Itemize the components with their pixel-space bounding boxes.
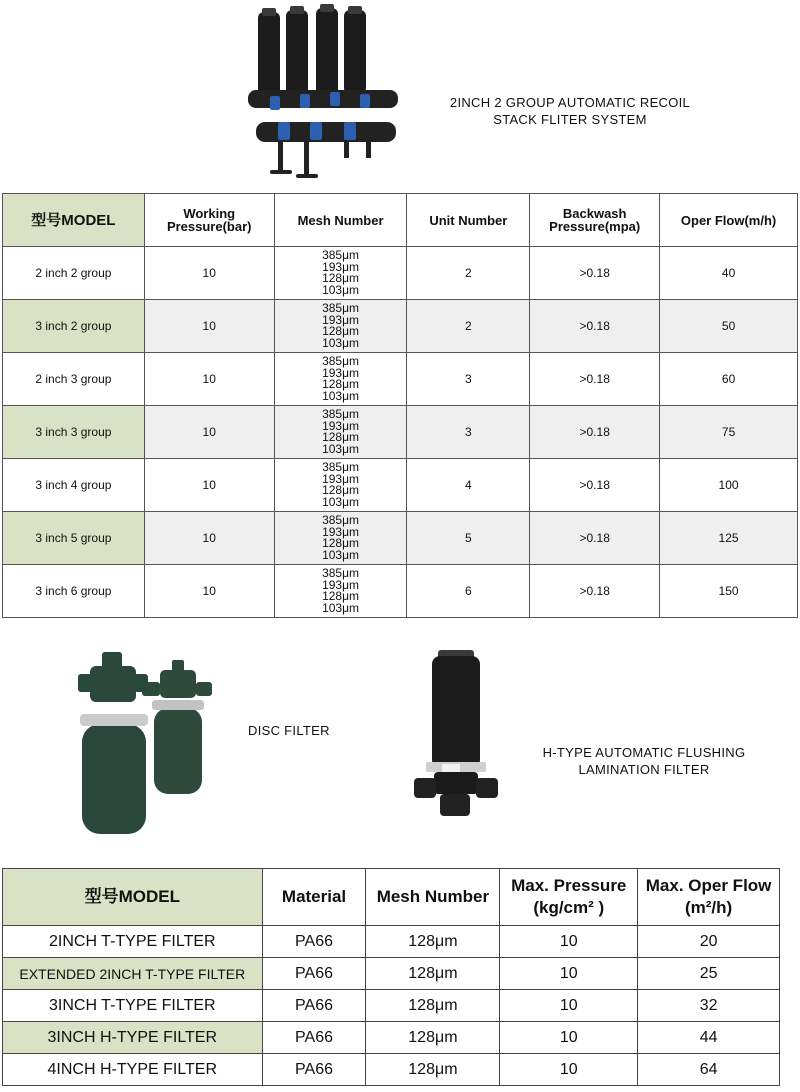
row-model: 3INCH H-TYPE FILTER bbox=[3, 1022, 263, 1054]
row-material: PA66 bbox=[262, 1022, 366, 1054]
row-model: 3 inch 6 group bbox=[3, 565, 145, 618]
mesh-value: 128μm bbox=[322, 589, 360, 603]
row-unit-number: 4 bbox=[407, 459, 530, 512]
htype-caption-line2: LAMINATION FILTER bbox=[578, 762, 710, 777]
table-row bbox=[3, 512, 798, 565]
header-wp-line2: Pressure(bar) bbox=[166, 219, 252, 234]
mesh-value: 385μm bbox=[322, 566, 360, 580]
header-max-pressure-unit: (kg/cm² ) bbox=[533, 898, 605, 917]
row-max-pressure: 10 bbox=[500, 990, 638, 1022]
row-working-pressure: 10 bbox=[144, 459, 274, 512]
table-header-row bbox=[3, 869, 780, 926]
row-mesh-number: 128μm bbox=[366, 926, 500, 958]
row-max-oper-flow: 44 bbox=[638, 1022, 780, 1054]
table-row bbox=[3, 300, 798, 353]
row-mesh-number bbox=[274, 512, 407, 565]
row-working-pressure: 10 bbox=[144, 406, 274, 459]
header-wp-line1: Working bbox=[183, 206, 236, 221]
mesh-value: 193μm bbox=[322, 471, 360, 486]
mesh-value: 193μm bbox=[322, 259, 360, 274]
mesh-value: 103μm bbox=[322, 600, 360, 615]
row-material: PA66 bbox=[262, 926, 366, 958]
header-mesh-number: Mesh Number bbox=[274, 194, 407, 247]
disc-filter-caption: DISC FILTER bbox=[248, 723, 330, 738]
row-backwash-pressure: >0.18 bbox=[530, 512, 660, 565]
header-max-oper-flow bbox=[638, 869, 780, 926]
header-bw-line1: Backwash bbox=[562, 206, 627, 221]
mesh-value: 128μm bbox=[322, 377, 360, 391]
row-max-oper-flow: 20 bbox=[638, 926, 780, 958]
system-spec-table bbox=[2, 193, 798, 618]
row-model: 4INCH H-TYPE FILTER bbox=[3, 1054, 263, 1086]
header-working-pressure bbox=[144, 194, 274, 247]
mesh-value: 128μm bbox=[322, 324, 360, 338]
table-row bbox=[3, 1022, 780, 1054]
row-mesh-number: 128μm bbox=[366, 990, 500, 1022]
row-max-pressure: 10 bbox=[500, 926, 638, 958]
row-model: 3 inch 4 group bbox=[3, 459, 145, 512]
header-max-oper-flow-label: Max. Oper Flow bbox=[645, 876, 772, 895]
mesh-value: 103μm bbox=[322, 335, 360, 350]
mesh-value: 193μm bbox=[322, 577, 360, 592]
mesh-value: 128μm bbox=[322, 536, 360, 550]
mesh-value: 193μm bbox=[322, 524, 360, 539]
row-backwash-pressure: >0.18 bbox=[530, 565, 660, 618]
header-max-pressure-label: Max. Pressure bbox=[511, 876, 627, 895]
row-max-oper-flow: 32 bbox=[638, 990, 780, 1022]
htype-caption bbox=[504, 744, 784, 778]
table-row bbox=[3, 565, 798, 618]
row-max-oper-flow: 64 bbox=[638, 1054, 780, 1086]
mesh-value: 385μm bbox=[322, 354, 360, 368]
row-unit-number: 3 bbox=[407, 353, 530, 406]
header-oper-flow: Oper Flow(m/h) bbox=[660, 194, 798, 247]
row-unit-number: 6 bbox=[407, 565, 530, 618]
row-unit-number: 2 bbox=[407, 247, 530, 300]
row-model: 3INCH T-TYPE FILTER bbox=[3, 990, 263, 1022]
table-row bbox=[3, 406, 798, 459]
header-bw-line2: Pressure(mpa) bbox=[549, 219, 641, 234]
row-material: PA66 bbox=[262, 958, 366, 990]
row-mesh-number: 128μm bbox=[366, 1022, 500, 1054]
row-material: PA66 bbox=[262, 990, 366, 1022]
row-mesh-number: 128μm bbox=[366, 1054, 500, 1086]
header-max-pressure bbox=[500, 869, 638, 926]
row-working-pressure: 10 bbox=[144, 565, 274, 618]
row-oper-flow: 100 bbox=[660, 459, 798, 512]
mesh-value: 385μm bbox=[322, 513, 360, 527]
row-oper-flow: 60 bbox=[660, 353, 798, 406]
row-material: PA66 bbox=[262, 1054, 366, 1086]
row-unit-number: 3 bbox=[407, 406, 530, 459]
mesh-value: 103μm bbox=[322, 494, 360, 509]
row-model: 3 inch 2 group bbox=[3, 300, 145, 353]
system-caption-line1: 2INCH 2 GROUP AUTOMATIC RECOIL bbox=[449, 95, 691, 110]
table-row bbox=[3, 353, 798, 406]
table-row bbox=[3, 459, 798, 512]
row-working-pressure: 10 bbox=[144, 512, 274, 565]
mesh-value: 128μm bbox=[322, 271, 360, 285]
htype-caption-line1: H-TYPE AUTOMATIC FLUSHING bbox=[542, 745, 746, 760]
row-backwash-pressure: >0.18 bbox=[530, 406, 660, 459]
disc-filter-image bbox=[76, 650, 226, 840]
row-mesh-number bbox=[274, 247, 407, 300]
row-max-pressure: 10 bbox=[500, 1054, 638, 1086]
row-backwash-pressure: >0.18 bbox=[530, 459, 660, 512]
row-mesh-number bbox=[274, 459, 407, 512]
row-model: 3 inch 3 group bbox=[3, 406, 145, 459]
row-working-pressure: 10 bbox=[144, 300, 274, 353]
filter-spec-table bbox=[2, 868, 780, 1086]
mesh-value: 385μm bbox=[322, 460, 360, 474]
mesh-value: 385μm bbox=[322, 407, 360, 421]
system-filter-image bbox=[248, 4, 398, 182]
system-caption-line2: STACK FLITER SYSTEM bbox=[493, 112, 647, 127]
header-model: 型号MODEL bbox=[3, 869, 263, 926]
table-row bbox=[3, 247, 798, 300]
mesh-value: 385μm bbox=[322, 301, 360, 315]
row-backwash-pressure: >0.18 bbox=[530, 247, 660, 300]
row-unit-number: 2 bbox=[407, 300, 530, 353]
header-max-oper-flow-unit: (m²/h) bbox=[684, 898, 733, 917]
mesh-value: 385μm bbox=[322, 248, 360, 262]
row-oper-flow: 150 bbox=[660, 565, 798, 618]
row-working-pressure: 10 bbox=[144, 353, 274, 406]
mesh-value: 193μm bbox=[322, 418, 360, 433]
header-backwash-pressure bbox=[530, 194, 660, 247]
table-row bbox=[3, 958, 780, 990]
header-model: 型号MODEL bbox=[3, 194, 145, 247]
mesh-value: 103μm bbox=[322, 282, 360, 297]
mesh-value: 128μm bbox=[322, 430, 360, 444]
row-model: 3 inch 5 group bbox=[3, 512, 145, 565]
row-backwash-pressure: >0.18 bbox=[530, 353, 660, 406]
row-max-pressure: 10 bbox=[500, 958, 638, 990]
mesh-value: 193μm bbox=[322, 365, 360, 380]
header-unit-number: Unit Number bbox=[407, 194, 530, 247]
row-mesh-number: 128μm bbox=[366, 958, 500, 990]
mesh-value: 193μm bbox=[322, 312, 360, 327]
table-row bbox=[3, 1054, 780, 1086]
row-model: 2 inch 3 group bbox=[3, 353, 145, 406]
row-oper-flow: 125 bbox=[660, 512, 798, 565]
header-material: Material bbox=[262, 869, 366, 926]
row-unit-number: 5 bbox=[407, 512, 530, 565]
htype-filter-image bbox=[414, 650, 504, 820]
row-model: EXTENDED 2INCH T-TYPE FILTER bbox=[3, 958, 263, 990]
row-model: 2 inch 2 group bbox=[3, 247, 145, 300]
row-oper-flow: 40 bbox=[660, 247, 798, 300]
row-model: 2INCH T-TYPE FILTER bbox=[3, 926, 263, 958]
row-oper-flow: 75 bbox=[660, 406, 798, 459]
mesh-value: 103μm bbox=[322, 388, 360, 403]
mesh-value: 103μm bbox=[322, 441, 360, 456]
row-max-pressure: 10 bbox=[500, 1022, 638, 1054]
row-mesh-number bbox=[274, 565, 407, 618]
row-oper-flow: 50 bbox=[660, 300, 798, 353]
row-mesh-number bbox=[274, 353, 407, 406]
row-backwash-pressure: >0.18 bbox=[530, 300, 660, 353]
header-mesh-number: Mesh Number bbox=[366, 869, 500, 926]
row-working-pressure: 10 bbox=[144, 247, 274, 300]
table-header-row bbox=[3, 194, 798, 247]
mesh-value: 128μm bbox=[322, 483, 360, 497]
row-mesh-number bbox=[274, 300, 407, 353]
mesh-value: 103μm bbox=[322, 547, 360, 562]
row-mesh-number bbox=[274, 406, 407, 459]
system-caption bbox=[420, 94, 720, 128]
table-row bbox=[3, 990, 780, 1022]
table-row bbox=[3, 926, 780, 958]
row-max-oper-flow: 25 bbox=[638, 958, 780, 990]
